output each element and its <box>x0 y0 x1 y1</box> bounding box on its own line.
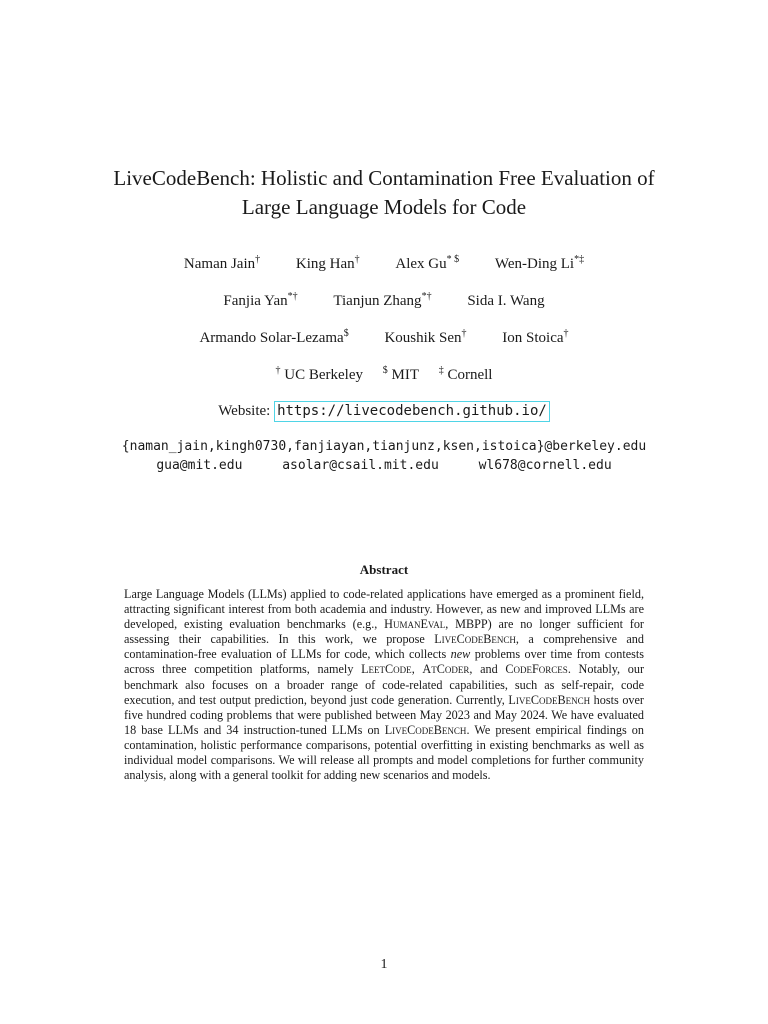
affiliation: ‡ Cornell <box>438 365 493 383</box>
author: Sida I. Wang <box>467 293 545 309</box>
author-row-3 <box>0 328 768 348</box>
affiliation: $ MIT <box>382 365 419 383</box>
affiliation: † UC Berkeley <box>275 365 363 383</box>
author: Koushik Sen† <box>384 328 467 346</box>
paper-title <box>0 164 768 222</box>
author: Naman Jain† <box>183 254 261 272</box>
email-line-2 <box>0 457 768 475</box>
website-link[interactable]: https://livecodebench.github.io/ <box>274 401 550 422</box>
website-line <box>0 401 768 422</box>
author: Alex Gu* $ <box>395 254 460 272</box>
author-row-2 <box>0 291 768 311</box>
abstract-body: Large Language Models (LLMs) applied to code-related applications have emerged as a prominent field, attracting significant interest from both academia and industry. However, as new and improved LLMs are developed, existing evaluation benchmarks (e.g., HumanEval, MBPP) are no longer sufficient for assessing their capabilities. In this work, we propose LiveCodeBench, a comprehensive and contamination-free evaluation of LLMs for code, which collects new problems over time from contests across three competition platforms, namely LeetCode, AtCoder, and CodeForces. Notably, our benchmark also focuses on a broader range of code-related capabilities, such as self-repair, code execution, and test output prediction, beyond just code generation. Currently, LiveCodeBench hosts over five hundred coding problems that were published between May 2023 and May 2024. We have evaluated 18 base LLMs and 34 instruction-tuned LLMs on LiveCodeBench. We present empirical findings on contamination, holistic performance comparisons, potential overfitting in existing benchmarks as well as individual model comparisons. We will release all prompts and model completions for further community analysis, along with a general toolkit for adding new scenarios and models. <box>124 587 644 783</box>
email: wl678@cornell.edu <box>478 458 612 473</box>
affiliations <box>0 365 768 385</box>
page-number: 1 <box>380 957 388 972</box>
email-line-1: {naman_jain,kingh0730,fanjiayan,tianjunz,ksen,istoica}@berkeley.edu <box>121 439 647 454</box>
author: Ion Stoica† <box>502 328 569 346</box>
title-line-2: Large Language Models for Code <box>241 195 527 219</box>
author: Fanjia Yan*† <box>223 291 298 309</box>
email: gua@mit.edu <box>156 458 243 473</box>
author: Armando Solar-Lezama$ <box>199 328 349 346</box>
author: Wen-Ding Li*‡ <box>494 254 585 272</box>
author-row-1 <box>0 254 768 274</box>
email: asolar@csail.mit.edu <box>282 458 439 473</box>
abstract-heading: Abstract <box>359 562 409 577</box>
website-label: Website: <box>218 403 271 419</box>
author: King Han† <box>295 254 360 272</box>
author: Tianjun Zhang*† <box>333 291 432 309</box>
title-line-1: LiveCodeBench: Holistic and Contamination Free Evaluation of <box>113 166 655 190</box>
